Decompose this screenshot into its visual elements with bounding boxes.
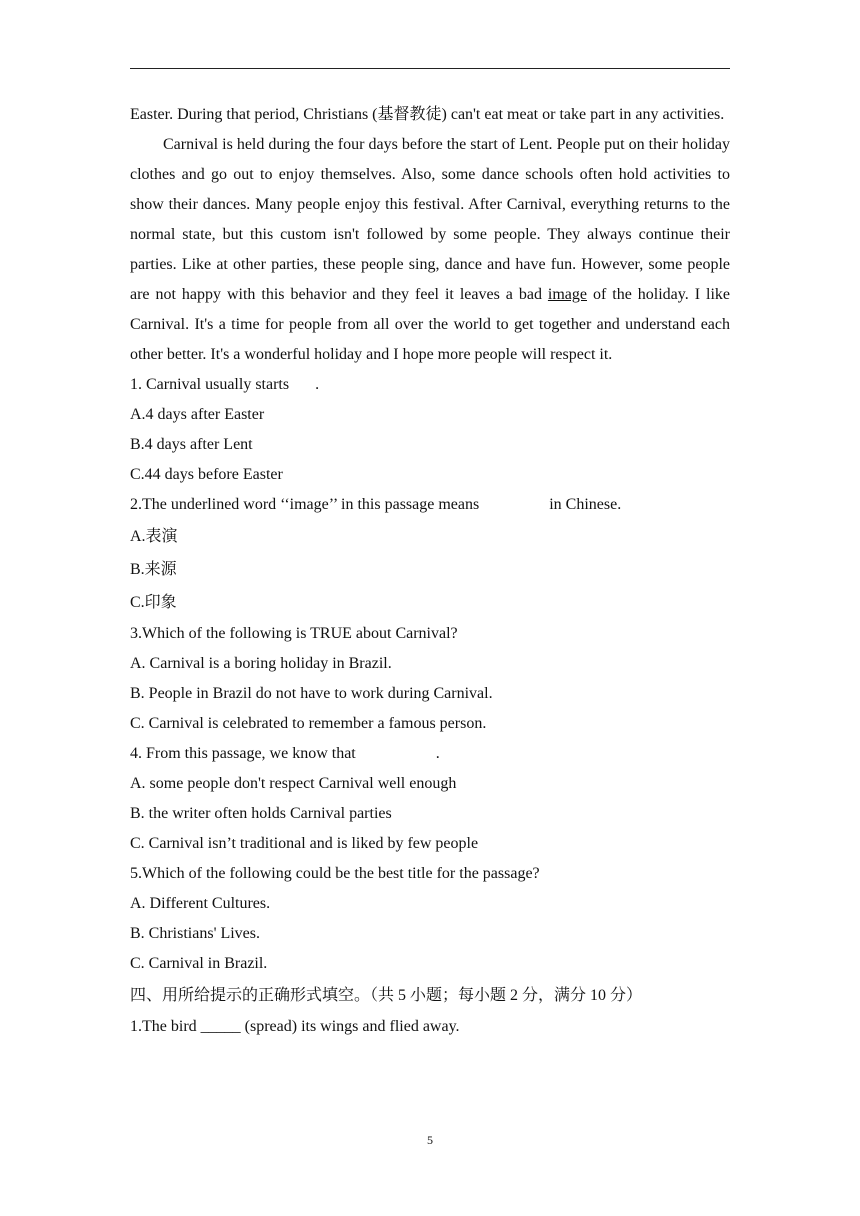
passage-text-after: of the holiday. I like Carnival. It's a time for people from all over the world to get together and understand each other better. It's a wonderful holiday and I hope more people will respect it. [130,286,730,363]
question-1-option-c: C.44 days before Easter [130,466,283,483]
question-1-option-a: A.4 days after Easter [130,406,265,423]
section-4-heading: 四、用所给提示的正确形式填空。（共 5 小题；每小题 2 分，满分 10 分） [130,987,643,1004]
question-1-option-b: B.4 days after Lent [130,436,253,453]
question-4-option-a: A. some people don't respect Carnival well enough [130,775,457,792]
passage-text-before: Carnival is held during the four days before the start of Lent. People put on their holiday clothes and go out to enjoy themselves. Also, some dance schools often hold activities to show their dances. Many people enjoy this festival. After Carnival, everything returns to the normal state, but this custom isn't followed by some people. They always continue their parties. Like at other parties, these people sing, dance and have fun. However, some people are not happy with this behavior and they feel it leaves a bad [130,136,730,303]
question-4-stem: 4. From this passage, we know that . [130,745,440,762]
question-5-option-a: A. Different Cultures. [130,895,271,912]
question-2-option-b: B.来源 [130,561,177,578]
question-4-option-b: B. the writer often holds Carnival parties [130,805,392,822]
page-number: 5 [427,1133,433,1147]
question-1-stem: 1. Carnival usually starts . [130,376,320,393]
question-5-option-b: B. Christians' Lives. [130,925,260,942]
question-3-option-a: A. Carnival is a boring holiday in Brazil. [130,655,392,672]
underlined-word-image: image [547,286,587,303]
question-5-option-c: C. Carnival in Brazil. [130,955,268,972]
question-4-option-c: C. Carnival isn’t traditional and is liked by few people [130,835,479,852]
question-5-stem: 5.Which of the following could be the best title for the passage? [130,865,540,882]
question-2-option-c: C.印象 [130,594,177,611]
question-3-stem: 3.Which of the following is TRUE about Carnival? [130,625,458,642]
passage-paragraph-2 [130,130,730,370]
passage-paragraph-1: Easter. During that period, Christians (基督教徒) can't eat meat or take part in any activities. [130,106,725,123]
question-2-option-a: A.表演 [130,528,178,545]
question-2-stem: 2.The underlined word ‘‘image’’ in this passage means in Chinese. [130,496,622,513]
header-rule [130,68,730,69]
question-3-option-c: C. Carnival is celebrated to remember a famous person. [130,715,487,732]
question-3-option-b: B. People in Brazil do not have to work during Carnival. [130,685,493,702]
section-4-question-1: 1.The bird _____ (spread) its wings and flied away. [130,1018,460,1035]
page-content [130,100,730,1042]
